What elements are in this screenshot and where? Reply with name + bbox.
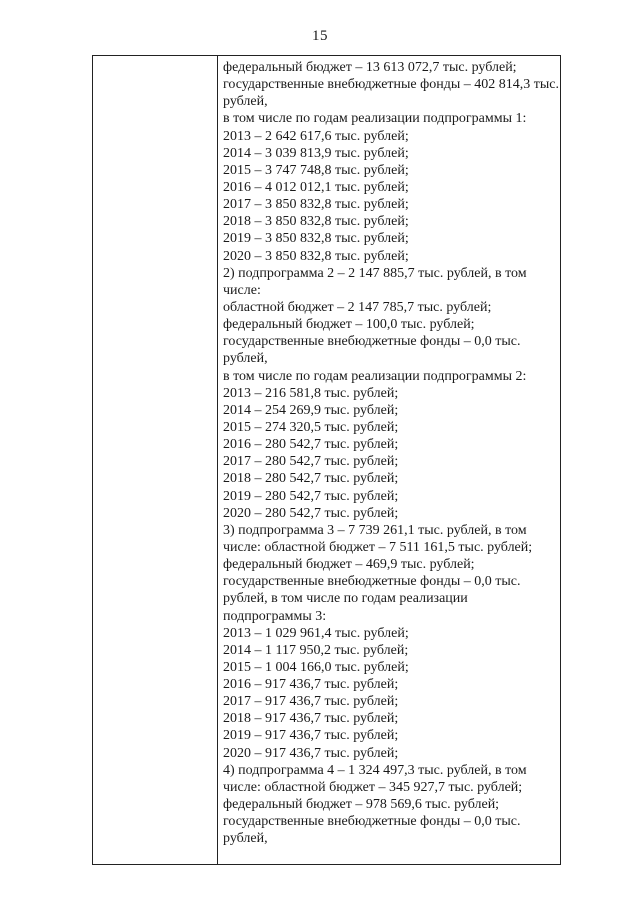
text-line: числе: — [223, 282, 261, 298]
text-line: числе: областной бюджет – 345 927,7 тыс. рублей; — [223, 779, 523, 795]
text-line: 2020 – 280 542,7 тыс. рублей; — [223, 505, 399, 521]
text-line: 2018 – 280 542,7 тыс. рублей; — [223, 471, 399, 487]
text-line: федеральный бюджет – 978 569,6 тыс. рублей; — [223, 797, 500, 813]
funding-table — [92, 55, 561, 865]
table-right-cell — [223, 59, 559, 847]
text-line: 2016 – 4 012 012,1 тыс. рублей; — [223, 179, 409, 195]
table-left-cell — [93, 56, 217, 864]
text-line: рублей, — [223, 351, 268, 367]
text-line: государственные внебюджетные фонды – 0,0 тыс. — [223, 574, 521, 590]
text-line: 2019 – 917 436,7 тыс. рублей; — [223, 728, 399, 744]
text-line: 2) подпрограмма 2 – 2 147 885,7 тыс. рублей, в том — [223, 265, 527, 281]
text-line: 2013 – 216 581,8 тыс. рублей; — [223, 385, 399, 401]
text-line: 2013 – 2 642 617,6 тыс. рублей; — [223, 128, 409, 144]
text-line: государственные внебюджетные фонды – 402 814,3 тыс. — [223, 77, 559, 93]
text-line: 4) подпрограмма 4 – 1 324 497,3 тыс. рублей, в том — [223, 762, 527, 778]
column-divider — [217, 56, 218, 864]
text-line: 2016 – 280 542,7 тыс. рублей; — [223, 437, 399, 453]
text-line: федеральный бюджет – 13 613 072,7 тыс. рублей; — [223, 60, 517, 75]
text-line: 2015 – 3 747 748,8 тыс. рублей; — [223, 162, 409, 178]
text-line: 2014 – 3 039 813,9 тыс. рублей; — [223, 145, 409, 161]
text-line: подпрограммы 3: — [223, 608, 327, 624]
text-line: 2013 – 1 029 961,4 тыс. рублей; — [223, 625, 409, 641]
text-line: в том числе по годам реализации подпрограммы 1: — [223, 111, 527, 127]
text-line: 2018 – 917 436,7 тыс. рублей; — [223, 711, 399, 727]
text-line: 2019 – 3 850 832,8 тыс. рублей; — [223, 231, 409, 247]
text-line: рублей, — [223, 831, 268, 847]
text-line: рублей, — [223, 94, 268, 110]
text-line: областной бюджет – 2 147 785,7 тыс. рублей; — [223, 299, 492, 315]
text-line: 2019 – 280 542,7 тыс. рублей; — [223, 488, 399, 504]
text-line: 3) подпрограмма 3 – 7 739 261,1 тыс. рублей, в том — [223, 522, 527, 538]
text-line: 2017 – 917 436,7 тыс. рублей; — [223, 694, 399, 710]
text-line: 2014 – 254 269,9 тыс. рублей; — [223, 402, 399, 418]
text-line: 2017 – 3 850 832,8 тыс. рублей; — [223, 197, 409, 213]
text-line: 2015 – 1 004 166,0 тыс. рублей; — [223, 659, 409, 675]
text-line: 2020 – 3 850 832,8 тыс. рублей; — [223, 248, 409, 264]
text-line: 2018 – 3 850 832,8 тыс. рублей; — [223, 214, 409, 230]
text-line: федеральный бюджет – 100,0 тыс. рублей; — [223, 317, 475, 333]
text-line: 2017 – 280 542,7 тыс. рублей; — [223, 454, 399, 470]
text-line: 2014 – 1 117 950,2 тыс. рублей; — [223, 642, 409, 658]
page-number: 15 — [312, 28, 328, 44]
text-line: числе: областной бюджет – 7 511 161,5 тыс. рублей; — [223, 539, 533, 555]
text-line: рублей, в том числе по годам реализации — [223, 591, 468, 607]
text-line: в том числе по годам реализации подпрограммы 2: — [223, 368, 527, 384]
text-line: государственные внебюджетные фонды – 0,0 тыс. — [223, 334, 521, 350]
text-line: государственные внебюджетные фонды – 0,0 тыс. — [223, 814, 521, 830]
text-line: 2020 – 917 436,7 тыс. рублей; — [223, 745, 399, 761]
text-line: 2016 – 917 436,7 тыс. рублей; — [223, 677, 399, 693]
text-line: федеральный бюджет – 469,9 тыс. рублей; — [223, 557, 475, 573]
text-line: 2015 – 274 320,5 тыс. рублей; — [223, 419, 399, 435]
